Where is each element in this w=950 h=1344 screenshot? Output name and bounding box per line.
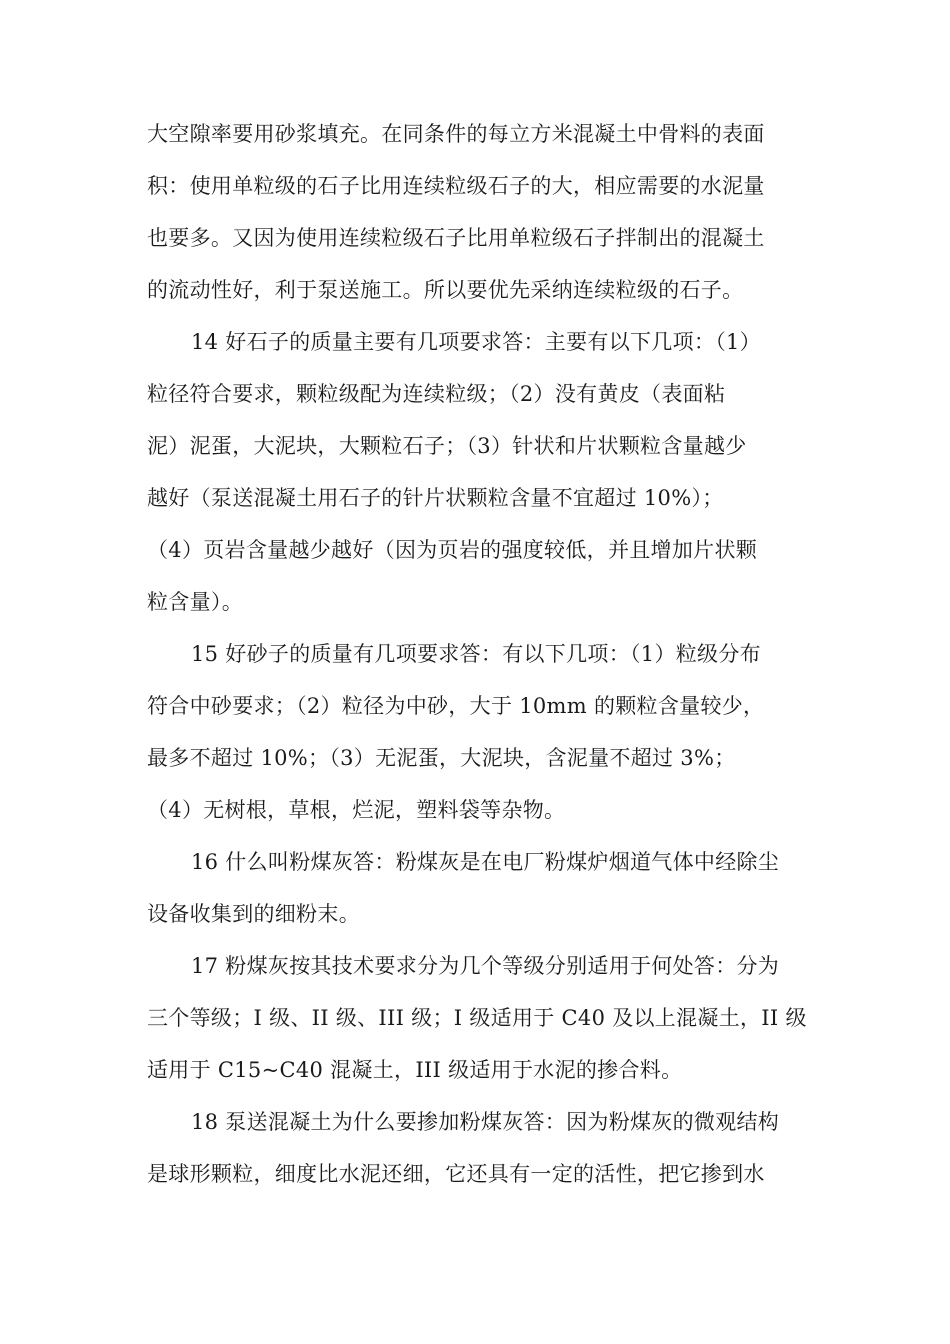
text-line: 粒径符合要求，颗粒级配为连续粒级；（2）没有黄皮（表面粘 xyxy=(147,382,726,406)
paragraph-q15 xyxy=(147,628,807,836)
text-line: 设备收集到的细粉末。 xyxy=(147,902,360,926)
text-line: 也要多。又因为使用连续粒级石子比用单粒级石子拌制出的混凝土 xyxy=(147,226,765,250)
text-line: 16 什么叫粉煤灰答：粉煤灰是在电厂粉煤炉烟道气体中经除尘 xyxy=(191,850,780,874)
text-line: 18 泵送混凝土为什么要掺加粉煤灰答：因为粉煤灰的微观结构 xyxy=(191,1110,780,1134)
text-line: 是球形颗粒，细度比水泥还细，它还具有一定的活性，把它掺到水 xyxy=(147,1162,765,1186)
text-line: 15 好砂子的质量有几项要求答：有以下几项：（1）粒级分布 xyxy=(191,642,761,666)
document-body xyxy=(147,108,807,1200)
text-line: 的流动性好，利于泵送施工。所以要优先采纳连续粒级的石子。 xyxy=(147,278,744,302)
text-line: （4）无树根，草根，烂泥，塑料袋等杂物。 xyxy=(147,798,566,822)
text-line: 适用于 C15~C40 混凝土，III 级适用于水泥的掺合料。 xyxy=(147,1058,683,1082)
text-line: 越好（泵送混凝土用石子的针片状颗粒含量不宜超过 10%）； xyxy=(147,486,724,510)
text-line: 三个等级；I 级、II 级、III 级；I 级适用于 C40 及以上混凝土，II 级 xyxy=(147,1006,807,1030)
paragraph-continuation xyxy=(147,108,807,316)
paragraph-q14 xyxy=(147,316,807,628)
text-line: 泥）泥蛋，大泥块，大颗粒石子；（3）针状和片状颗粒含量越少 xyxy=(147,434,747,458)
text-line: （4）页岩含量越少越好（因为页岩的强度较低，并且增加片状颗 xyxy=(147,538,758,562)
text-line: 粒含量）。 xyxy=(147,590,243,614)
paragraph-q17 xyxy=(147,940,807,1096)
text-line: 积：使用单粒级的石子比用连续粒级石子的大，相应需要的水泥量 xyxy=(147,174,765,198)
paragraph-q16 xyxy=(147,836,807,940)
text-line: 17 粉煤灰按其技术要求分为几个等级分别适用于何处答：分为 xyxy=(191,954,780,978)
text-line: 符合中砂要求；（2）粒径为中砂，大于 10mm 的颗粒含量较少， xyxy=(147,694,765,718)
text-line: 最多不超过 10%；（3）无泥蛋，大泥块，含泥量不超过 3%； xyxy=(147,746,736,770)
text-line: 14 好石子的质量主要有几项要求答：主要有以下几项：（1） xyxy=(191,330,761,354)
paragraph-q18 xyxy=(147,1096,807,1200)
text-line: 大空隙率要用砂浆填充。在同条件的每立方米混凝土中骨料的表面 xyxy=(147,122,765,146)
